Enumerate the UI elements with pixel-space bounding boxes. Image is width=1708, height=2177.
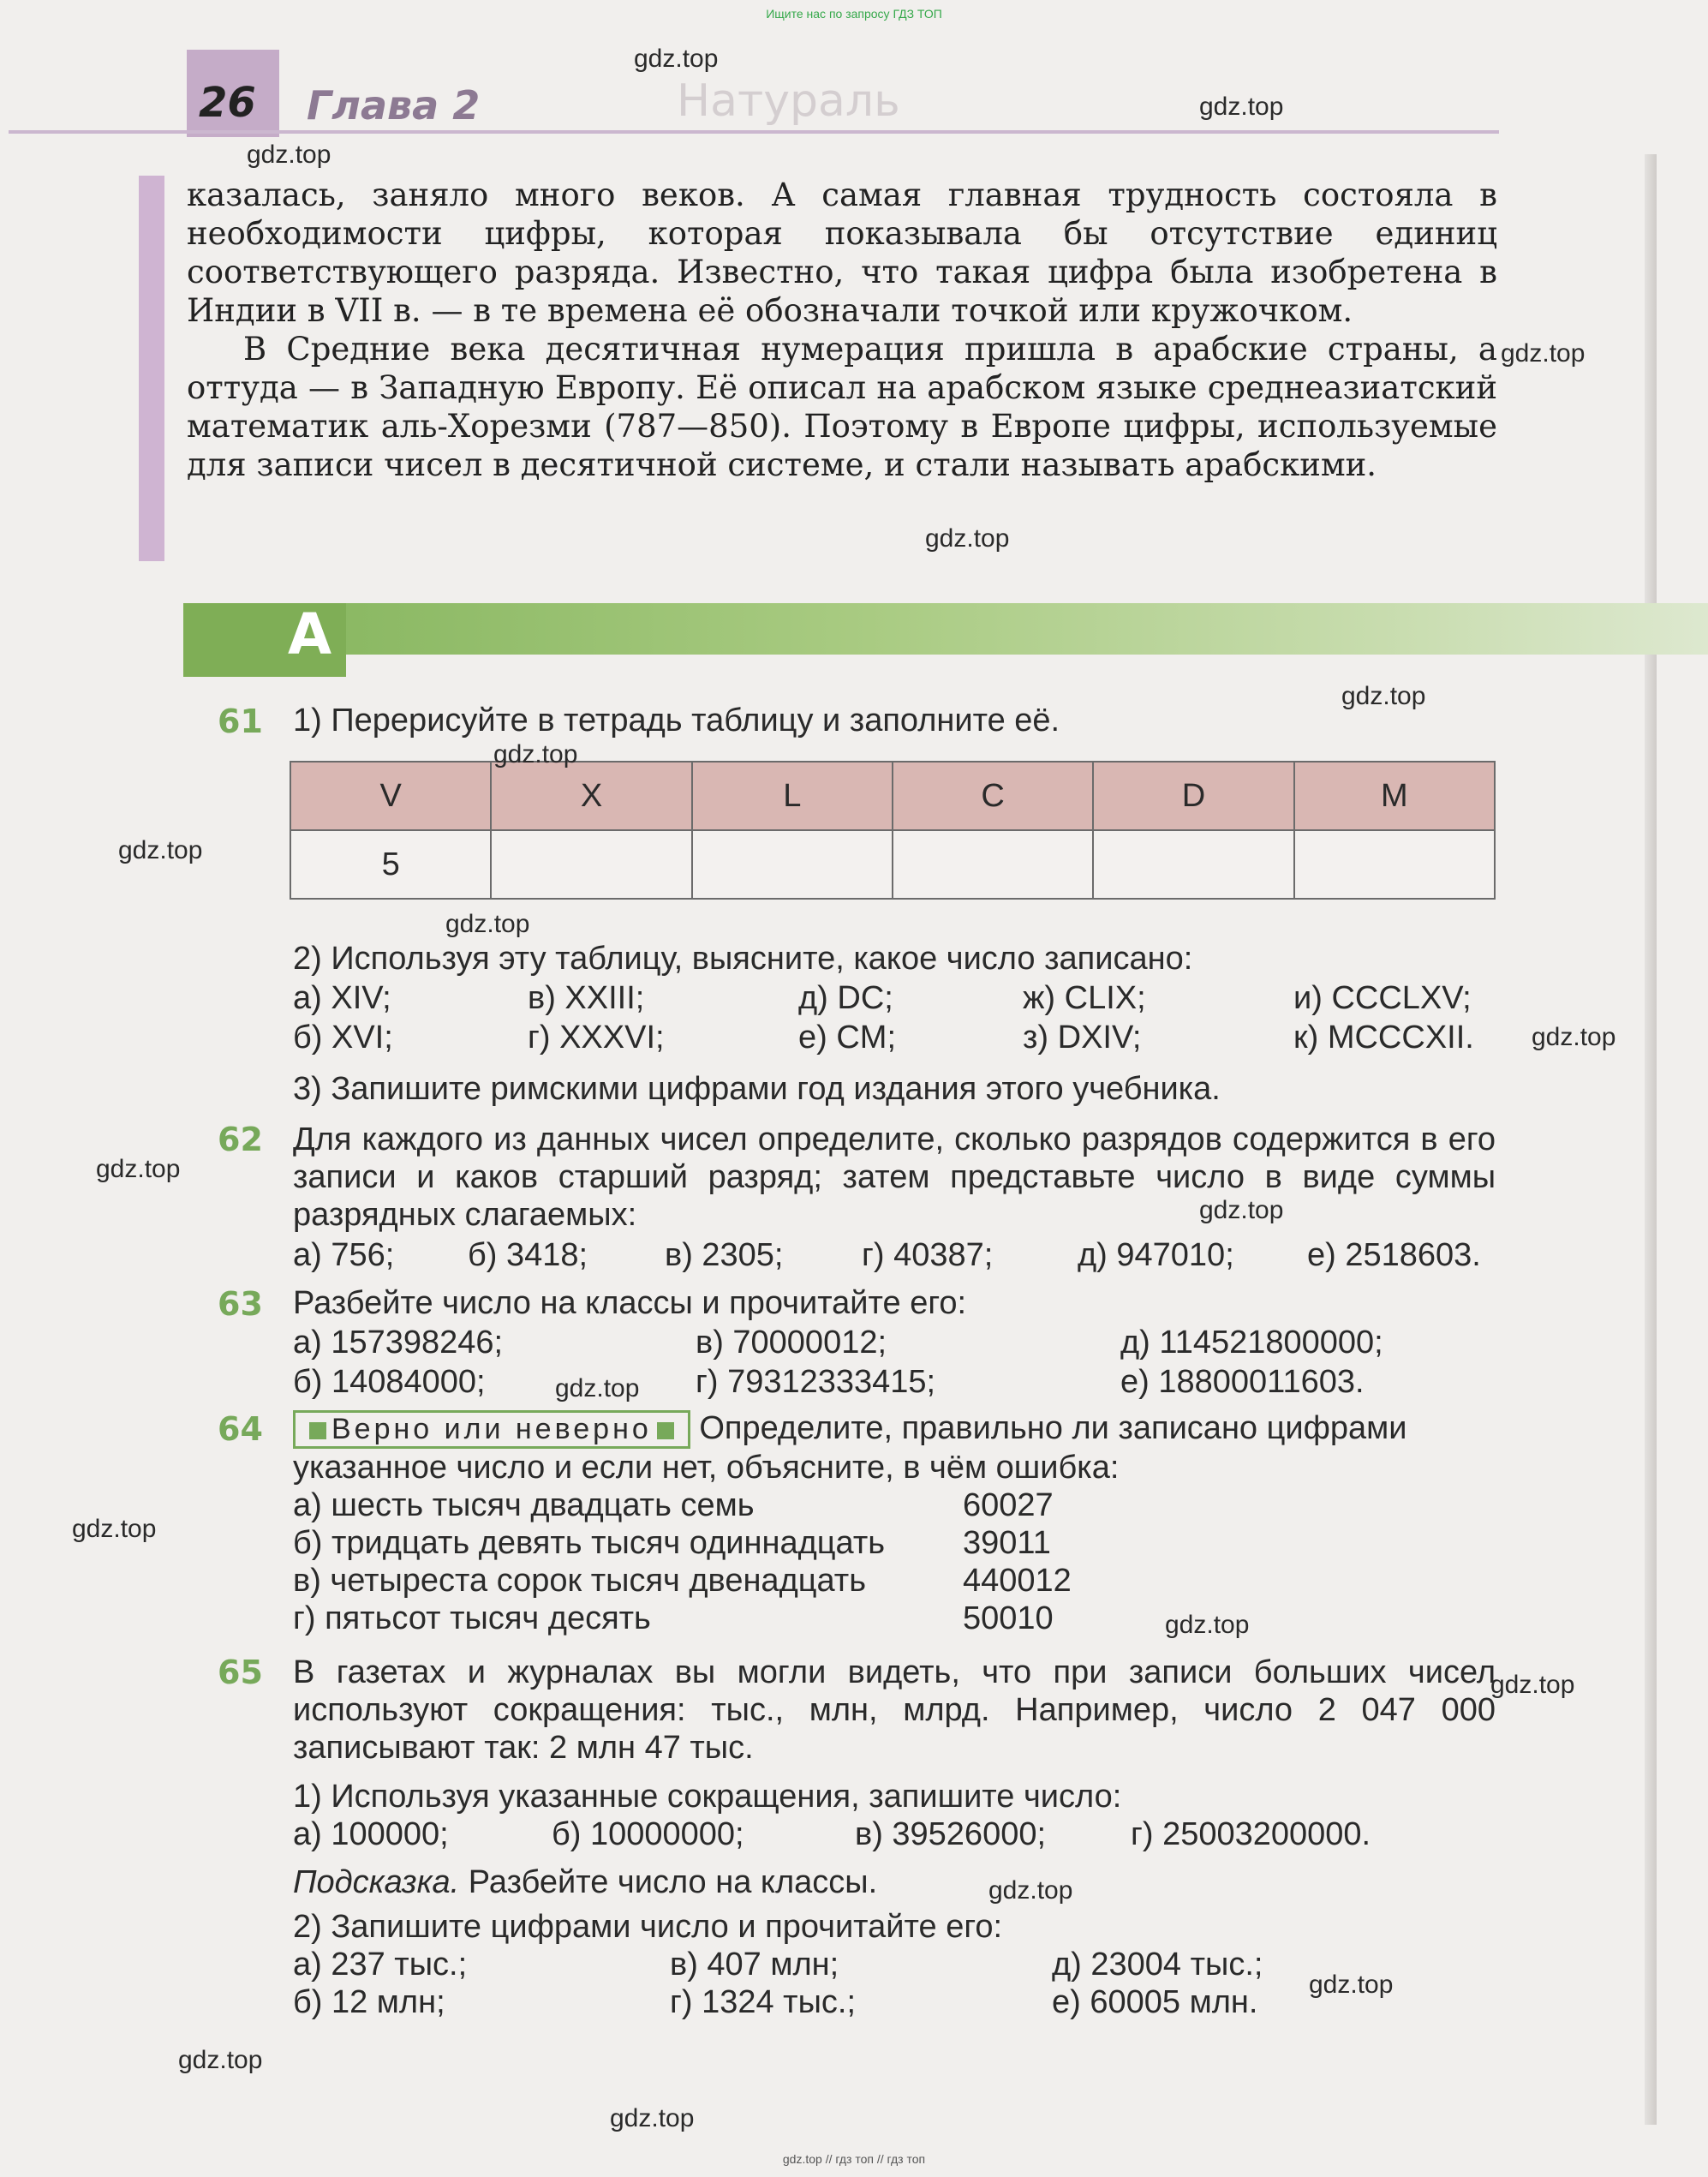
watermark: gdz.top [1532,1023,1616,1051]
list-item: к) MCCCXII. [1293,1020,1474,1056]
list-item: г) 1324 тыс.; [670,1984,856,2020]
watermark: gdz.top [610,2104,695,2132]
list-item: б) тридцать девять тысяч одиннадцать [293,1525,886,1561]
tag-square-icon [657,1422,674,1439]
list-item: а) 100000; [293,1816,449,1852]
list-item: б) 10000000; [552,1816,744,1852]
list-item-value: 50010 [963,1600,1054,1636]
watermark: gdz.top [247,141,331,169]
bleed-through-title: Натураль [677,75,900,127]
exercise-61-task1: 1) Перерисуйте в тетрадь таблицу и заполните её. [293,703,1060,739]
list-item: г) 25003200000. [1131,1816,1371,1852]
table-cell [1294,830,1495,899]
watermark: gdz.top [178,2046,263,2074]
list-item: в) 39526000; [855,1816,1047,1852]
side-bar [139,176,164,561]
list-item: д) 947010; [1078,1237,1234,1273]
list-item: г) 40387; [862,1237,994,1273]
tag-square-icon [309,1422,326,1439]
watermark: gdz.top [1309,1971,1394,1999]
exercise-number: 62 [218,1121,263,1158]
exercise-number: 61 [218,703,263,740]
table-cell [893,830,1093,899]
watermark: gdz.top [118,836,203,864]
table-cell: 5 [290,830,491,899]
watermark: gdz.top [988,1876,1073,1905]
list-item: е) 2518603. [1307,1237,1481,1273]
page-number: 26 [199,79,256,127]
list-item-value: 60027 [963,1487,1054,1523]
list-item: ж) CLIX; [1023,980,1146,1016]
watermark: gdz.top [1199,1196,1284,1224]
list-item: в) 70000012; [696,1325,887,1361]
watermark: gdz.top [445,910,530,938]
list-item: а) 157398246; [293,1325,504,1361]
watermark: gdz.top [634,45,719,73]
list-item-value: 39011 [963,1525,1051,1561]
watermark: gdz.top [1199,93,1284,121]
watermark: gdz.top [1165,1611,1250,1639]
list-item: а) XIV; [293,980,391,1016]
table-cell: M [1294,762,1495,830]
list-item: г) XXXVI; [528,1020,665,1056]
table-row [290,762,1495,830]
watermark: gdz.top [1490,1671,1575,1699]
watermark: gdz.top [925,524,1010,553]
tag-label: Верно или неверно [331,1413,652,1445]
intro-paragraph-2: В Средние века десятичная нумерация пришла в арабские страны, а оттуда — в Западную Европу. Её описал на арабском языке среднеазиатский математик аль-Хорезми (787—850). Поэтому в Европе цифры, используемые для записи чисел в десятичной системе, и стали называть арабскими. [187,331,1497,483]
intro-text [187,176,1497,484]
list-item: д) 114521800000; [1120,1325,1383,1361]
true-false-tag [293,1410,690,1449]
list-item: г) 79312333415; [696,1364,936,1400]
table-cell [491,830,691,899]
list-item: е) 18800011603. [1120,1364,1365,1400]
exercise-63-text: Разбейте число на классы и прочитайте его: [293,1285,967,1321]
table-cell: D [1093,762,1293,830]
section-band [183,603,1708,655]
list-item: б) XVI; [293,1020,393,1056]
hint-text: Разбейте число на классы. [468,1864,878,1900]
exercise-65-task1: 1) Используя указанные сокращения, запишите число: [293,1779,1122,1815]
exercise-64-text-first: Определите, правильно ли записано цифрами [699,1410,1407,1446]
exercise-number: 63 [218,1285,263,1323]
header-rule [9,130,1499,134]
exercise-62-text: Для каждого из данных чисел определите, сколько разрядов содержится в его записи и каков старший разряд; затем представьте число в виде суммы разрядных слагаемых: [293,1121,1496,1233]
list-item: в) 2305; [665,1237,784,1273]
watermark: gdz.top [555,1374,640,1402]
watermark: gdz.top [1341,682,1426,710]
hint-label: Подсказка. [293,1864,460,1900]
table-cell: V [290,762,491,830]
roman-numerals-table [290,761,1496,900]
watermark: gdz.top [72,1515,157,1543]
exercise-61-task2: 2) Используя эту таблицу, выясните, какое число записано: [293,941,1193,977]
list-item: в) 407 млн; [670,1947,839,1983]
list-item-value: 440012 [963,1563,1072,1599]
list-item: б) 3418; [468,1237,588,1273]
hint [293,1864,877,1901]
table-cell [692,830,893,899]
intro-paragraph-1: казалась, заняло много веков. А самая главная трудность состояла в необходимости цифры, которая показывала бы отсутствие единиц соответствующего разряда. Известно, что такая цифра была изобретена в Индии в VII в. — в те времена её обозначали точкой или кружочком. [187,176,1497,329]
exercise-64-first-line [293,1410,1407,1449]
watermark: gdz.top [493,740,578,769]
list-item: з) DXIV; [1023,1020,1142,1056]
exercise-number: 65 [218,1654,263,1691]
list-item: е) CM; [798,1020,896,1056]
list-item: в) XXIII; [528,980,645,1016]
watermark: gdz.top [1501,339,1586,368]
list-item: а) шесть тысяч двадцать семь [293,1487,755,1523]
list-item: и) CCCLXV; [1293,980,1472,1016]
footer-text: gdz.top // гдз топ // гдз топ [782,2152,926,2166]
watermark: gdz.top [96,1155,181,1183]
exercise-number: 64 [218,1410,263,1448]
list-item: д) DC; [798,980,893,1016]
table-cell: L [692,762,893,830]
table-row [290,830,1495,899]
list-item: а) 237 тыс.; [293,1947,468,1983]
section-letter: А [288,601,332,667]
table-cell [1093,830,1293,899]
table-cell: C [893,762,1093,830]
list-item: г) пятьсот тысяч десять [293,1600,651,1636]
list-item: б) 14084000; [293,1364,486,1400]
page-edge [1645,154,1657,2125]
list-item: е) 60005 млн. [1052,1984,1258,2020]
chapter-title: Глава 2 [307,82,481,129]
exercise-64-text-second: указанное число и если нет, объясните, в чём ошибка: [293,1450,1120,1486]
exercise-61-task3: 3) Запишите римскими цифрами год издания этого учебника. [293,1071,1221,1107]
exercise-65-text: В газетах и журналах вы могли видеть, что при записи больших чисел используют сокращения: тыс., млн, млрд. Например, число 2 047 000 записывают так: 2 млн 47 тыс. [293,1654,1496,1766]
search-banner: Ищите нас по запросу ГДЗ ТОП [766,7,942,21]
list-item: в) четыреста сорок тысяч двенадцать [293,1563,867,1599]
list-item: д) 23004 тыс.; [1052,1947,1263,1983]
list-item: а) 756; [293,1237,395,1273]
list-item: б) 12 млн; [293,1984,445,2020]
table-cell: X [491,762,691,830]
exercise-65-task2: 2) Запишите цифрами число и прочитайте его: [293,1909,1003,1945]
